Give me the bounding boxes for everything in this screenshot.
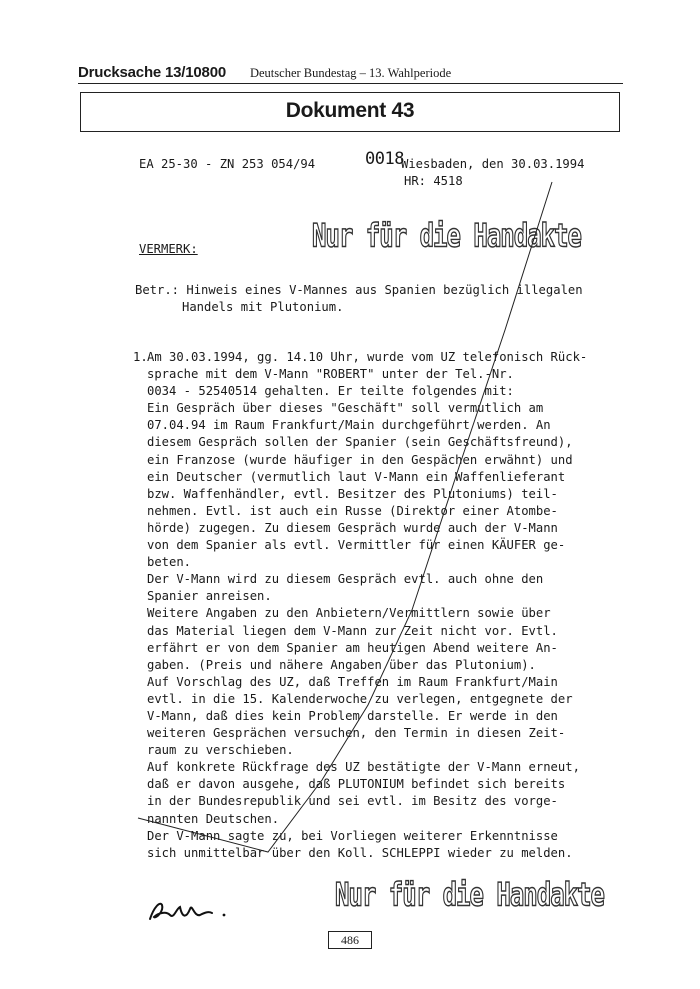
body-line: ein Deutscher (vermutlich laut V-Mann ein Waffenlieferant xyxy=(147,469,566,484)
body-line: diesem Gespräch sollen der Spanier (sein Geschäftsfreund), xyxy=(147,435,573,450)
page-number: 486 xyxy=(328,931,372,949)
document-title-box xyxy=(80,92,620,132)
handakte-stamp-bottom: Nur für die Handakte xyxy=(335,876,604,914)
body-line: evtl. in die 15. Kalenderwoche zu verlegen, entgegnete der xyxy=(147,691,573,706)
body-line: weiteren Gesprächen versuchen, den Termin in diesen Zeit- xyxy=(147,726,566,741)
body-line: raum zu verschieben. xyxy=(147,743,294,758)
body-line: ein Franzose (wurde häufiger in den Gespächen erwähnt) und xyxy=(147,452,573,467)
body-line: hörde) zugegen. Zu diesem Gespräch wurde auch der V-Mann xyxy=(147,520,558,535)
handakte-stamp-top: Nur für die Handakte xyxy=(312,217,581,255)
body-line: nehmen. Evtl. ist auch ein Russe (Direktor einer Atombe- xyxy=(147,503,558,518)
page-header xyxy=(78,64,451,82)
body-line: in der Bundesrepublik und sei evtl. im Besitz des vorge- xyxy=(147,794,558,809)
body-line: Spanier anreisen. xyxy=(147,589,272,604)
body-line: Auf konkrete Rückfrage des UZ bestätigte der V-Mann erneut, xyxy=(147,760,580,775)
body-line: gaben. (Preis und nähere Angaben über das Plutonium). xyxy=(147,657,536,672)
reference-number: EA 25-30 - ZN 253 054/94 xyxy=(139,157,316,171)
handwritten-signature xyxy=(146,893,236,927)
body-line: nannten Deutschen. xyxy=(147,811,280,826)
stamp-number: 0018 xyxy=(365,149,404,169)
body-line: Auf Vorschlag des UZ, daß Treffen im Raum Frankfurt/Main xyxy=(147,674,558,689)
body-line: 07.04.94 im Raum Frankfurt/Main durchgeführt werden. An xyxy=(147,418,551,433)
body-line: sprache mit dem V-Mann "ROBERT" unter der Tel.-Nr. xyxy=(147,367,514,382)
body-line: Ein Gespräch über dieses "Geschäft" soll vermutlich am xyxy=(147,401,544,416)
body-line: Der V-Mann wird zu diesem Gespräch evtl. auch ohne den xyxy=(147,572,544,587)
body-line: V-Mann, daß dies kein Problem darstelle. Er werde in den xyxy=(147,708,558,723)
header-rule xyxy=(78,83,623,84)
body-line: das Material liegen dem V-Mann zur Zeit nicht vor. Evtl. xyxy=(147,623,558,638)
betreff-line-2: Handels mit Plutonium. xyxy=(182,300,344,314)
body-line: erfährt er von dem Spanier am heutigen Abend weitere An- xyxy=(147,640,558,655)
document-title: Dokument 43 xyxy=(285,99,415,122)
body-line: von dem Spanier als evtl. Vermittler für einen KÄUFER ge- xyxy=(147,538,566,553)
body-text xyxy=(147,349,587,862)
bundestag-label: Deutscher Bundestag – 13. Wahlperiode xyxy=(249,66,452,80)
body-line: beten. xyxy=(147,555,192,570)
hr-number: HR: 4518 xyxy=(404,174,463,188)
vermerk-label: VERMERK: xyxy=(139,242,198,256)
body-line: Weitere Angaben zu den Anbietern/Vermittlern sowie über xyxy=(147,606,551,621)
body-line: 0034 - 52540514 gehalten. Er teilte folgendes mit: xyxy=(147,384,514,399)
body-line: bzw. Waffenhändler, evtl. Besitzer des Plutoniums) teil- xyxy=(147,486,558,501)
place-date: Wiesbaden, den 30.03.1994 xyxy=(401,157,585,171)
body-line: sich unmittelbar über den Koll. SCHLEPPI wieder zu melden. xyxy=(147,845,573,860)
drucksache-number: Drucksache 13/10800 xyxy=(78,64,226,81)
body-line: Am 30.03.1994, gg. 14.10 Uhr, wurde vom UZ telefonisch Rück- xyxy=(147,350,588,364)
body-line: Der V-Mann sagte zu, bei Vorliegen weiterer Erkenntnisse xyxy=(147,828,558,843)
betreff-line-1: Betr.: Hinweis eines V-Mannes aus Spanien bezüglich illegalen xyxy=(135,283,583,297)
body-line: daß er davon ausgehe, daß PLUTONIUM befindet sich bereits xyxy=(147,777,566,792)
item-number: 1. xyxy=(133,350,148,364)
